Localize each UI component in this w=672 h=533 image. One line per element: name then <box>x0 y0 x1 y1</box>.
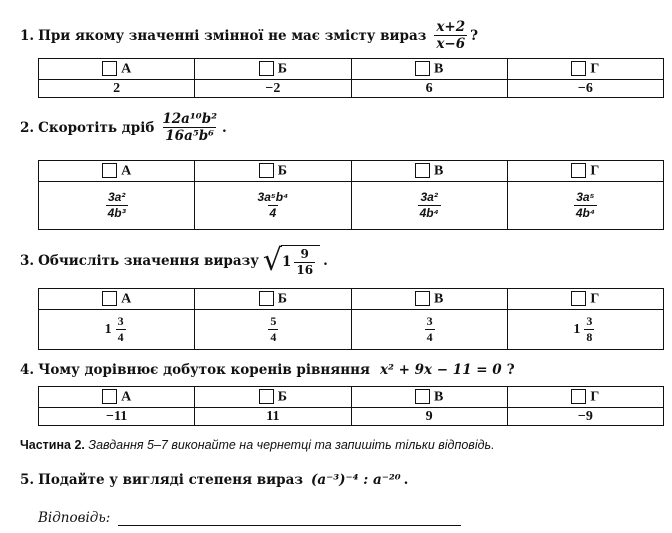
checkbox[interactable] <box>571 389 586 404</box>
fraction-numerator: 12a¹⁰b² <box>162 111 218 127</box>
mixed-whole: 1 <box>104 321 112 337</box>
answer-table-2 <box>38 160 664 230</box>
checkbox[interactable] <box>259 291 274 306</box>
part-label: Частина 2. <box>20 438 85 452</box>
answer-table-3 <box>38 288 664 350</box>
question-end: ? <box>470 27 479 44</box>
option-letter: В <box>433 61 444 77</box>
question-text: Обчисліть значення виразу <box>38 252 259 269</box>
option-b[interactable] <box>195 59 351 80</box>
fraction-denominator: 4 <box>270 330 277 344</box>
fraction-numerator: 3a⁵b⁴ <box>257 190 289 205</box>
checkbox[interactable] <box>571 291 586 306</box>
radicand-fraction <box>294 248 315 276</box>
option-letter: А <box>121 61 132 77</box>
option-value: 9 <box>425 409 433 424</box>
option-fraction <box>418 191 441 219</box>
option-letter: Б <box>277 61 287 77</box>
option-fraction <box>574 191 597 219</box>
option-mixed-number <box>573 315 597 343</box>
option-d[interactable] <box>507 59 663 80</box>
answer-input-line[interactable] <box>118 511 461 526</box>
question-4 <box>20 362 515 378</box>
option-b[interactable] <box>195 387 351 408</box>
option-fraction <box>425 315 435 343</box>
option-mixed-number <box>264 315 281 343</box>
fraction-numerator: 3 <box>426 314 433 329</box>
question-end: . <box>323 252 328 269</box>
part-instructions: Завдання 5–7 виконайте на чернетці та запишіть тільки відповідь. <box>88 438 495 452</box>
fraction-denominator: 4b⁴ <box>575 206 595 220</box>
option-a[interactable] <box>39 59 195 80</box>
question-end: ? <box>506 362 515 378</box>
checkbox[interactable] <box>571 163 586 178</box>
fraction-numerator: 3 <box>586 314 593 329</box>
option-letter: А <box>121 163 132 179</box>
checkbox[interactable] <box>259 389 274 404</box>
question-1 <box>20 20 478 51</box>
checkbox[interactable] <box>415 61 430 76</box>
option-c[interactable] <box>351 59 507 80</box>
fraction-denominator: x−6 <box>436 36 466 53</box>
option-value: 2 <box>113 81 121 96</box>
question-5 <box>20 472 408 488</box>
question-number: 4. <box>20 362 35 378</box>
answer-field <box>38 510 461 526</box>
option-fraction <box>584 315 594 343</box>
equation: x² + 9x − 11 = 0 <box>379 362 502 378</box>
option-value: −6 <box>577 81 593 96</box>
checkbox[interactable] <box>102 291 117 306</box>
option-letter: Г <box>590 61 600 77</box>
option-letter: Г <box>590 163 600 179</box>
option-letter: Б <box>277 163 287 179</box>
answer-table-4 <box>38 386 664 426</box>
checkbox[interactable] <box>415 389 430 404</box>
radical-sign: √ <box>262 242 282 278</box>
question-3 <box>20 242 328 278</box>
checkbox[interactable] <box>571 61 586 76</box>
fraction-numerator: 9 <box>300 247 309 261</box>
option-letter: Б <box>277 291 287 307</box>
question-2 <box>20 112 227 143</box>
option-a[interactable] <box>39 387 195 408</box>
fraction-denominator: 16 <box>296 262 314 277</box>
expression: (a⁻³)⁻⁴ : a⁻²⁰ <box>310 472 401 488</box>
checkbox[interactable] <box>415 291 430 306</box>
checkbox[interactable] <box>102 163 117 178</box>
option-fraction <box>116 315 126 343</box>
answer-label: Відповідь: <box>38 510 111 526</box>
square-root <box>262 242 320 278</box>
fraction-denominator: 4 <box>117 330 124 344</box>
option-mixed-number <box>105 315 129 343</box>
checkbox[interactable] <box>259 61 274 76</box>
fraction-denominator: 8 <box>586 330 593 344</box>
fraction-numerator: 3a² <box>107 190 126 205</box>
answer-table-1 <box>38 58 664 98</box>
option-letter: Б <box>277 389 287 405</box>
fraction-numerator: 3a⁵ <box>576 190 595 205</box>
radicand <box>281 245 320 276</box>
question-end: . <box>222 119 227 136</box>
option-letter: А <box>121 291 132 307</box>
option-fraction <box>106 191 128 219</box>
question-text: Скоротіть дріб <box>38 119 155 136</box>
option-letter: Г <box>590 291 600 307</box>
option-value: 11 <box>266 409 280 424</box>
question-text: Чому дорівнює добуток коренів рівняння <box>38 362 370 378</box>
part-2-heading <box>20 438 495 452</box>
option-c[interactable] <box>351 289 507 310</box>
option-a[interactable] <box>39 289 195 310</box>
option-value: −11 <box>106 409 128 424</box>
option-b[interactable] <box>195 289 351 310</box>
question-number: 5. <box>20 472 35 488</box>
question-number: 2. <box>20 119 35 136</box>
option-d[interactable] <box>507 161 663 182</box>
fraction-denominator: 4 <box>269 206 277 220</box>
fraction-numerator: 3a² <box>420 190 438 205</box>
question-text: Подайте у вигляді степеня вираз <box>38 472 303 488</box>
checkbox[interactable] <box>415 163 430 178</box>
option-c[interactable] <box>351 161 507 182</box>
option-d[interactable] <box>507 387 663 408</box>
option-value: −9 <box>577 409 593 424</box>
fraction-numerator: x+2 <box>436 19 466 35</box>
question-end: . <box>403 472 409 488</box>
fraction-denominator: 4b³ <box>107 206 126 220</box>
question-number: 3. <box>20 252 35 269</box>
question-fraction <box>160 112 219 143</box>
radicand-whole: 1 <box>281 254 292 271</box>
option-letter: Г <box>590 389 600 405</box>
option-letter: А <box>121 389 132 405</box>
question-fraction <box>434 20 467 51</box>
fraction-denominator: 16a⁵b⁶ <box>165 128 215 145</box>
option-letter: В <box>433 291 444 307</box>
option-mixed-number <box>421 315 438 343</box>
option-letter: В <box>433 389 444 405</box>
option-b[interactable] <box>195 161 351 182</box>
option-fraction <box>268 315 278 343</box>
option-d[interactable] <box>507 289 663 310</box>
option-fraction <box>256 191 291 219</box>
fraction-numerator: 3 <box>117 314 124 329</box>
checkbox[interactable] <box>102 61 117 76</box>
option-value: 6 <box>425 81 433 96</box>
fraction-denominator: 4 <box>426 330 433 344</box>
checkbox[interactable] <box>259 163 274 178</box>
fraction-denominator: 4b⁴ <box>419 206 439 220</box>
option-c[interactable] <box>351 387 507 408</box>
option-a[interactable] <box>39 161 195 182</box>
fraction-numerator: 5 <box>270 314 277 329</box>
option-letter: В <box>433 163 444 179</box>
option-value: −2 <box>265 81 281 96</box>
checkbox[interactable] <box>102 389 117 404</box>
question-number: 1. <box>20 27 35 44</box>
mixed-whole: 1 <box>573 321 581 337</box>
question-text: При якому значенні змінної не має змісту вираз <box>38 27 427 44</box>
